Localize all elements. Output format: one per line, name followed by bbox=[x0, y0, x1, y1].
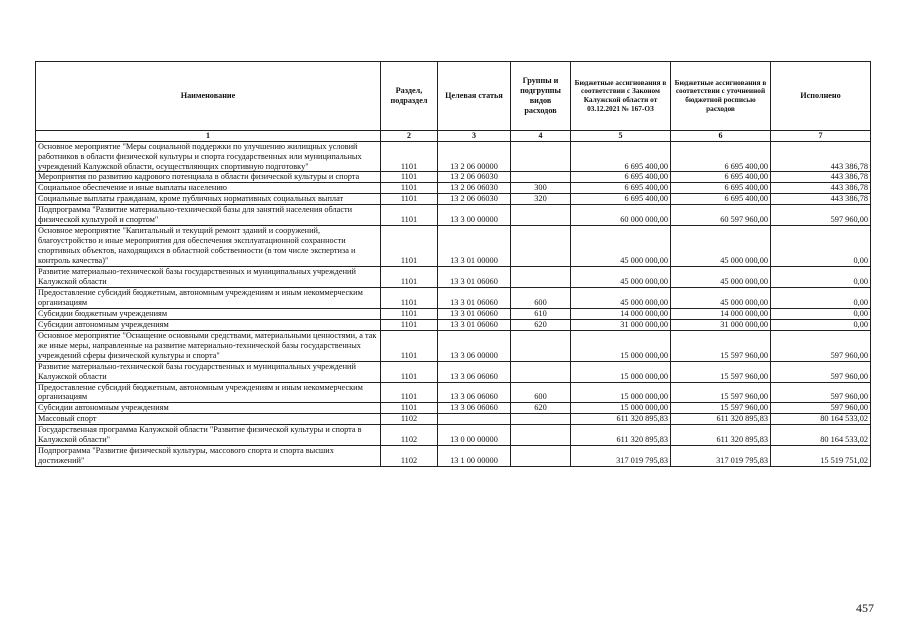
row-refined-budget: 45 000 000,00 bbox=[671, 287, 771, 308]
row-target-code: 13 3 01 06060 bbox=[438, 267, 511, 288]
header-name: Наименование bbox=[36, 62, 381, 131]
row-section: 1102 bbox=[381, 446, 438, 467]
row-expense-group bbox=[511, 425, 571, 446]
row-law-budget: 6 695 400,00 bbox=[571, 194, 671, 205]
row-law-budget: 6 695 400,00 bbox=[571, 183, 671, 194]
row-executed: 15 519 751,02 bbox=[771, 446, 871, 467]
row-expense-group: 620 bbox=[511, 403, 571, 414]
table-row bbox=[36, 308, 871, 319]
row-refined-budget: 31 000 000,00 bbox=[671, 319, 771, 330]
row-section: 1101 bbox=[381, 267, 438, 288]
row-target-code: 13 3 01 00000 bbox=[438, 226, 511, 267]
row-name: Развитие материально-технической базы государственных и муниципальных учреждений Калужской области bbox=[36, 267, 381, 288]
row-expense-group: 610 bbox=[511, 308, 571, 319]
row-section: 1101 bbox=[381, 403, 438, 414]
row-target-code: 13 3 01 06060 bbox=[438, 287, 511, 308]
column-number-row bbox=[36, 131, 871, 142]
row-name: Подпрограмма "Развитие физической культуры, массового спорта и спорта высших достижений" bbox=[36, 446, 381, 467]
table-row bbox=[36, 319, 871, 330]
row-target-code: 13 3 01 06060 bbox=[438, 308, 511, 319]
row-refined-budget: 6 695 400,00 bbox=[671, 183, 771, 194]
row-target-code bbox=[438, 414, 511, 425]
row-target-code: 13 3 01 06060 bbox=[438, 319, 511, 330]
row-target-code: 13 1 00 00000 bbox=[438, 446, 511, 467]
row-executed: 80 164 533,02 bbox=[771, 414, 871, 425]
row-law-budget: 60 000 000,00 bbox=[571, 205, 671, 226]
row-law-budget: 45 000 000,00 bbox=[571, 287, 671, 308]
row-name: Развитие материально-технической базы государственных и муниципальных учреждений Калужской области bbox=[36, 361, 381, 382]
row-refined-budget: 15 597 960,00 bbox=[671, 382, 771, 403]
row-section: 1101 bbox=[381, 194, 438, 205]
row-section: 1101 bbox=[381, 308, 438, 319]
row-law-budget: 611 320 895,83 bbox=[571, 425, 671, 446]
row-executed: 443 386,78 bbox=[771, 172, 871, 183]
row-name: Субсидии автономным учреждениям bbox=[36, 403, 381, 414]
row-name: Предоставление субсидий бюджетным, автономным учреждениям и иным некоммерческим организациям bbox=[36, 382, 381, 403]
header-groups: Группы и подгруппы видов расходов bbox=[511, 62, 571, 131]
row-name: Основное мероприятие "Оснащение основными средствами, материальными ценностями, а так же иные меры, направленные на развитие материально-технической базы государственных учреждений сферы физической культуры и спорта" bbox=[36, 330, 381, 361]
row-name: Субсидии бюджетным учреждениям bbox=[36, 308, 381, 319]
row-section: 1101 bbox=[381, 330, 438, 361]
column-number: 3 bbox=[438, 131, 511, 142]
column-number: 4 bbox=[511, 131, 571, 142]
row-refined-budget: 611 320 895,83 bbox=[671, 414, 771, 425]
row-expense-group: 620 bbox=[511, 319, 571, 330]
row-executed: 443 386,78 bbox=[771, 141, 871, 172]
row-executed: 0,00 bbox=[771, 319, 871, 330]
row-target-code: 13 3 06 00000 bbox=[438, 330, 511, 361]
row-expense-group: 600 bbox=[511, 287, 571, 308]
row-expense-group: 300 bbox=[511, 183, 571, 194]
row-refined-budget: 6 695 400,00 bbox=[671, 172, 771, 183]
row-expense-group: 600 bbox=[511, 382, 571, 403]
row-law-budget: 45 000 000,00 bbox=[571, 226, 671, 267]
row-name: Социальные выплаты гражданам, кроме публичных нормативных социальных выплат bbox=[36, 194, 381, 205]
header-target: Целевая статья bbox=[438, 62, 511, 131]
row-section: 1101 bbox=[381, 287, 438, 308]
column-number: 2 bbox=[381, 131, 438, 142]
row-refined-budget: 317 019 795,83 bbox=[671, 446, 771, 467]
row-name: Основное мероприятие "Капитальный и текущий ремонт зданий и сооружений, благоустройство и иные мероприятия для обеспечения эксплуатационной сохранности спортивных объектов, находящихся в областной собственности (в том числе экспертиза и контроль качества)" bbox=[36, 226, 381, 267]
row-executed: 597 960,00 bbox=[771, 205, 871, 226]
row-expense-group bbox=[511, 141, 571, 172]
header-refined-budget: Бюджетные ассигнования в соответствии с уточненной бюджетной росписью расходов bbox=[671, 62, 771, 131]
row-expense-group bbox=[511, 226, 571, 267]
row-expense-group bbox=[511, 361, 571, 382]
row-expense-group bbox=[511, 267, 571, 288]
table-row bbox=[36, 382, 871, 403]
row-executed: 80 164 533,02 bbox=[771, 425, 871, 446]
table-row bbox=[36, 141, 871, 172]
budget-table bbox=[35, 61, 871, 467]
table-row bbox=[36, 414, 871, 425]
row-executed: 597 960,00 bbox=[771, 330, 871, 361]
row-target-code: 13 3 06 06060 bbox=[438, 403, 511, 414]
row-target-code: 13 3 06 06060 bbox=[438, 361, 511, 382]
row-refined-budget: 611 320 895,83 bbox=[671, 425, 771, 446]
row-expense-group: 320 bbox=[511, 194, 571, 205]
row-law-budget: 15 000 000,00 bbox=[571, 361, 671, 382]
row-expense-group bbox=[511, 330, 571, 361]
row-section: 1102 bbox=[381, 425, 438, 446]
column-number: 6 bbox=[671, 131, 771, 142]
row-law-budget: 611 320 895,83 bbox=[571, 414, 671, 425]
table-row bbox=[36, 205, 871, 226]
table-row bbox=[36, 172, 871, 183]
row-name: Социальное обеспечение и иные выплаты населению bbox=[36, 183, 381, 194]
row-section: 1101 bbox=[381, 382, 438, 403]
row-target-code: 13 2 06 06030 bbox=[438, 194, 511, 205]
row-law-budget: 45 000 000,00 bbox=[571, 267, 671, 288]
header-section: Раздел, подраздел bbox=[381, 62, 438, 131]
table-row bbox=[36, 446, 871, 467]
column-number: 1 bbox=[36, 131, 381, 142]
row-target-code: 13 0 00 00000 bbox=[438, 425, 511, 446]
row-target-code: 13 3 06 06060 bbox=[438, 382, 511, 403]
row-executed: 597 960,00 bbox=[771, 403, 871, 414]
row-law-budget: 15 000 000,00 bbox=[571, 382, 671, 403]
row-section: 1101 bbox=[381, 361, 438, 382]
row-law-budget: 15 000 000,00 bbox=[571, 403, 671, 414]
table-row bbox=[36, 403, 871, 414]
table-row bbox=[36, 425, 871, 446]
row-section: 1101 bbox=[381, 319, 438, 330]
row-section: 1102 bbox=[381, 414, 438, 425]
row-expense-group bbox=[511, 414, 571, 425]
row-name: Предоставление субсидий бюджетным, автономным учреждениям и иным некоммерческим организациям bbox=[36, 287, 381, 308]
table-row bbox=[36, 194, 871, 205]
table-row bbox=[36, 361, 871, 382]
header-row bbox=[36, 62, 871, 131]
table-row bbox=[36, 330, 871, 361]
row-law-budget: 6 695 400,00 bbox=[571, 141, 671, 172]
row-refined-budget: 45 000 000,00 bbox=[671, 267, 771, 288]
row-executed: 443 386,78 bbox=[771, 183, 871, 194]
row-section: 1101 bbox=[381, 226, 438, 267]
page-number: 457 bbox=[856, 601, 874, 615]
row-executed: 0,00 bbox=[771, 308, 871, 319]
table-row bbox=[36, 267, 871, 288]
row-expense-group bbox=[511, 446, 571, 467]
row-executed: 0,00 bbox=[771, 267, 871, 288]
row-section: 1101 bbox=[381, 172, 438, 183]
row-law-budget: 31 000 000,00 bbox=[571, 319, 671, 330]
header-executed: Исполнено bbox=[771, 62, 871, 131]
row-executed: 597 960,00 bbox=[771, 382, 871, 403]
row-expense-group bbox=[511, 205, 571, 226]
row-refined-budget: 14 000 000,00 bbox=[671, 308, 771, 319]
row-name: Мероприятия по развитию кадрового потенциала в области физической культуры и спорта bbox=[36, 172, 381, 183]
row-executed: 0,00 bbox=[771, 287, 871, 308]
row-target-code: 13 2 06 00000 bbox=[438, 141, 511, 172]
row-executed: 597 960,00 bbox=[771, 361, 871, 382]
row-refined-budget: 15 597 960,00 bbox=[671, 330, 771, 361]
row-refined-budget: 60 597 960,00 bbox=[671, 205, 771, 226]
row-section: 1101 bbox=[381, 183, 438, 194]
header-law-budget: Бюджетные ассигнования в соответствии с Законом Калужской области от 03.12.2021 № 167-ОЗ bbox=[571, 62, 671, 131]
row-law-budget: 15 000 000,00 bbox=[571, 330, 671, 361]
row-refined-budget: 15 597 960,00 bbox=[671, 361, 771, 382]
row-section: 1101 bbox=[381, 141, 438, 172]
column-number: 7 bbox=[771, 131, 871, 142]
row-refined-budget: 15 597 960,00 bbox=[671, 403, 771, 414]
row-section: 1101 bbox=[381, 205, 438, 226]
row-refined-budget: 6 695 400,00 bbox=[671, 194, 771, 205]
table-row bbox=[36, 287, 871, 308]
row-law-budget: 6 695 400,00 bbox=[571, 172, 671, 183]
row-name: Подпрограмма "Развитие материально-технической базы для занятий населения области физической культурой и спортом" bbox=[36, 205, 381, 226]
row-expense-group bbox=[511, 172, 571, 183]
column-number: 5 bbox=[571, 131, 671, 142]
row-name: Государственная программа Калужской области "Развитие физической культуры и спорта в Калужской области" bbox=[36, 425, 381, 446]
row-executed: 443 386,78 bbox=[771, 194, 871, 205]
row-name: Субсидии автономным учреждениям bbox=[36, 319, 381, 330]
row-refined-budget: 45 000 000,00 bbox=[671, 226, 771, 267]
row-law-budget: 317 019 795,83 bbox=[571, 446, 671, 467]
row-executed: 0,00 bbox=[771, 226, 871, 267]
row-refined-budget: 6 695 400,00 bbox=[671, 141, 771, 172]
row-name: Основное мероприятие "Меры социальной поддержки по улучшению жилищных условий работников в области физической культуры и спорта государственных или муниципальных учреждений Калужской области, осуществляющих спортивную подготовку" bbox=[36, 141, 381, 172]
row-target-code: 13 2 06 06030 bbox=[438, 183, 511, 194]
table-row bbox=[36, 183, 871, 194]
row-target-code: 13 3 00 00000 bbox=[438, 205, 511, 226]
row-target-code: 13 2 06 06030 bbox=[438, 172, 511, 183]
row-name: Массовый спорт bbox=[36, 414, 381, 425]
row-law-budget: 14 000 000,00 bbox=[571, 308, 671, 319]
table-row bbox=[36, 226, 871, 267]
